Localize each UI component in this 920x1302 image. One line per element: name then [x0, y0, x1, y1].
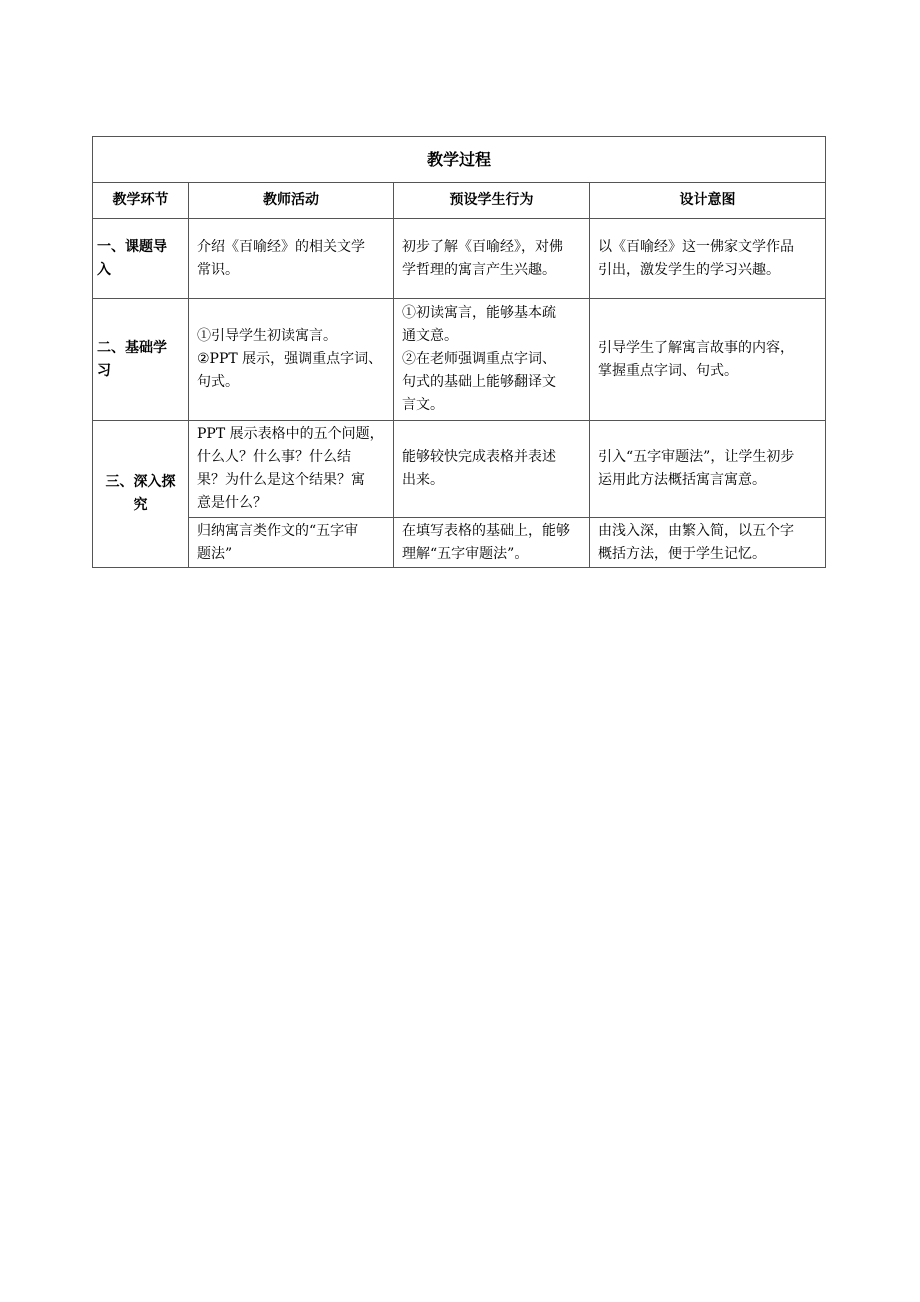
header-student: 预设学生行为	[394, 183, 590, 219]
intent-cell: 以《百喻经》这一佛家文学作品 引出，激发学生的学习兴趣。	[590, 219, 826, 299]
header-intent: 设计意图	[590, 183, 826, 219]
student-cell: 初步了解《百喻经》，对佛 学哲理的寓言产生兴趣。	[394, 219, 590, 299]
table-row	[93, 299, 826, 421]
header-stage: 教学环节	[93, 183, 189, 219]
intent-cell: 引导学生了解寓言故事的内容， 掌握重点字词、句式。	[590, 299, 826, 421]
teacher-cell: 介绍《百喻经》的相关文学 常识。	[189, 219, 394, 299]
stage-cell: 一、课题导 入	[93, 219, 189, 299]
header-teacher: 教师活动	[189, 183, 394, 219]
table-row	[93, 518, 826, 568]
teacher-cell: 归纳寓言类作文的“五字审 题法”	[189, 518, 394, 568]
table-title: 教学过程	[93, 137, 826, 183]
intent-cell: 由浅入深，由繁入简，以五个字 概括方法，便于学生记忆。	[590, 518, 826, 568]
intent-cell: 引入“五字审题法”，让学生初步 运用此方法概括寓言寓意。	[590, 421, 826, 518]
stage-cell: 三、深入探 究	[93, 421, 189, 568]
student-cell: 能够较快完成表格并表述 出来。	[394, 421, 590, 518]
table-row	[93, 421, 826, 518]
teacher-cell: ①引导学生初读寓言。 ②PPT 展示，强调重点字词、 句式。	[189, 299, 394, 421]
teaching-process-table	[92, 136, 826, 568]
table-row	[93, 219, 826, 299]
teacher-cell: PPT 展示表格中的五个问题， 什么人？什么事？什么结 果？为什么是这个结果？寓 意是什么？	[189, 421, 394, 518]
header-row	[93, 183, 826, 219]
student-cell: 在填写表格的基础上，能够 理解“五字审题法”。	[394, 518, 590, 568]
student-cell: ①初读寓言，能够基本疏 通文意。 ②在老师强调重点字词、 句式的基础上能够翻译文 言文。	[394, 299, 590, 421]
stage-cell: 二、基础学 习	[93, 299, 189, 421]
